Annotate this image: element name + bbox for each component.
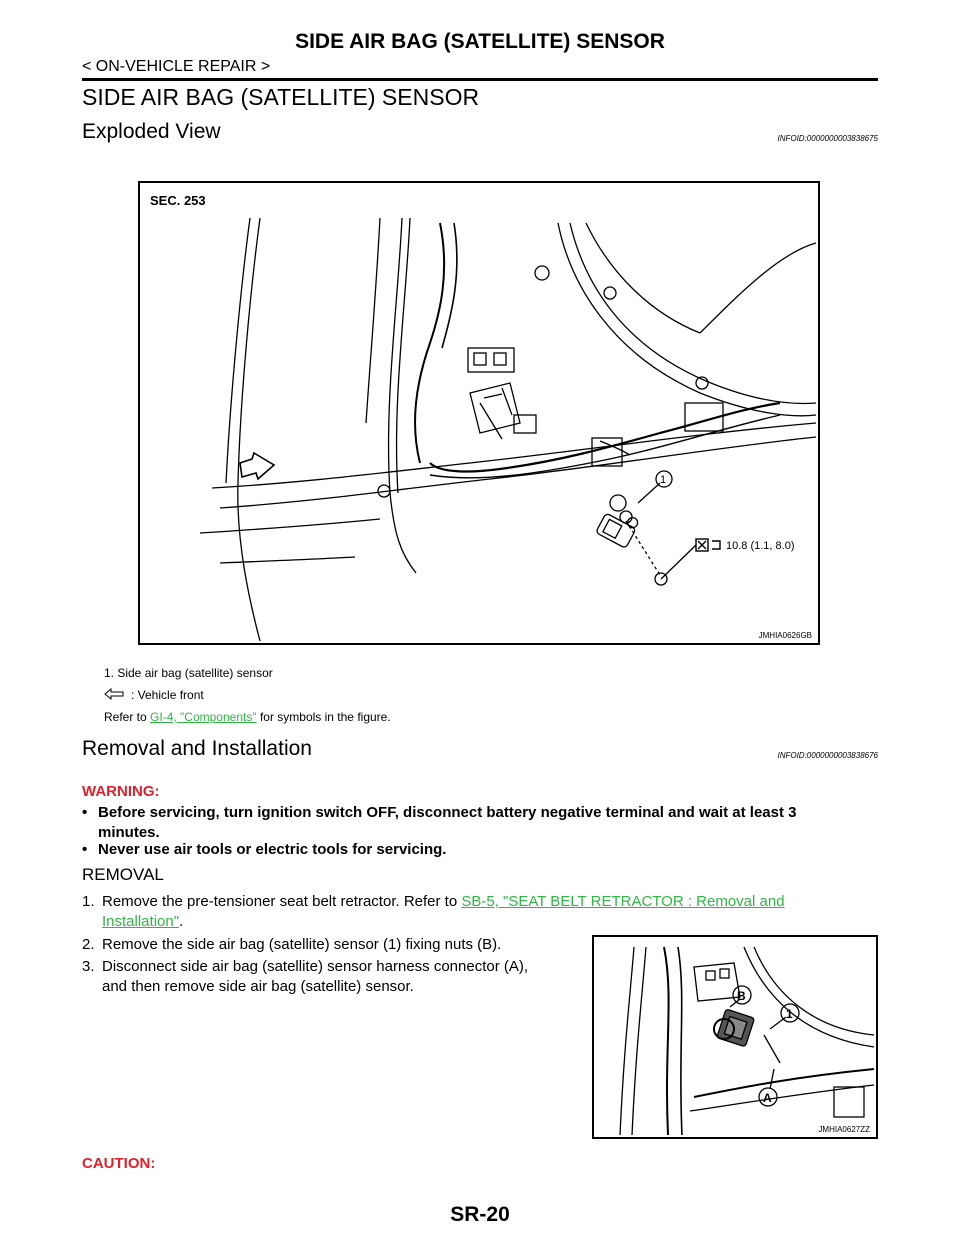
legend-item-1: 1. Side air bag (satellite) sensor xyxy=(104,666,273,680)
refer-suffix: for symbols in the figure. xyxy=(256,710,391,724)
figure-code: JMHIA0626GB xyxy=(758,631,812,640)
seat-belt-retractor-link[interactable]: SB-5, "SEAT BELT RETRACTOR : Removal and xyxy=(461,893,785,910)
page-number: SR-20 xyxy=(450,1203,510,1226)
callout-1-label: 1 xyxy=(660,474,667,486)
sensor-removal-figure xyxy=(592,935,878,1139)
warning-label: WARNING: xyxy=(82,783,160,800)
bullet: • xyxy=(82,841,88,858)
step-2: 2. Remove the side air bag (satellite) sensor (1) fixing nuts (B). xyxy=(82,936,502,953)
removal-installation-infoid: INFOID:0000000003838676 xyxy=(777,751,878,760)
bullet: • xyxy=(82,804,88,821)
torque-label: 10.8 (1.1, 8.0) xyxy=(726,540,795,552)
step-3: 3. Disconnect side air bag (satellite) sensor harness connector (A), and then remove side air bag (satellite) sensor. xyxy=(82,958,529,995)
breadcrumb: < ON-VEHICLE REPAIR > xyxy=(82,58,271,75)
header-rule xyxy=(82,78,878,81)
label-1: 1 xyxy=(786,1007,793,1021)
caution-label: CAUTION: xyxy=(82,1155,156,1172)
legend-refer xyxy=(104,710,391,724)
legend-item-vehicle-front: : Vehicle front xyxy=(131,688,204,702)
exploded-view-heading: Exploded View xyxy=(82,120,221,143)
vehicle-front-arrow-icon xyxy=(104,687,124,705)
exploded-view-infoid: INFOID:0000000003838675 xyxy=(777,134,878,143)
step-1: 1. Remove the pre-tensioner seat belt retractor. Refer to SB-5, "SEAT BELT RETRACTOR : Removal and Installation". xyxy=(82,893,785,930)
components-link[interactable]: GI-4, "Components" xyxy=(150,710,257,724)
exploded-view-figure xyxy=(138,181,820,645)
exploded-view-drawing xyxy=(140,183,818,643)
removal-installation-heading: Removal and Installation xyxy=(82,737,312,760)
sensor-removal-drawing xyxy=(594,937,876,1137)
seat-belt-retractor-link-cont[interactable]: Installation" xyxy=(102,913,180,930)
warning-item-1: • Before servicing, turn ignition switch OFF, disconnect battery negative terminal and wait at least 3 minutes. xyxy=(82,804,797,841)
sec-label: SEC. 253 xyxy=(150,193,206,208)
section-title: SIDE AIR BAG (SATELLITE) SENSOR xyxy=(82,84,480,110)
removal-heading: REMOVAL xyxy=(82,865,164,884)
refer-prefix: Refer to xyxy=(104,710,151,724)
figure2-code: JMHIA0627ZZ xyxy=(818,1125,870,1134)
warning-item-2: • Never use air tools or electric tools for servicing. xyxy=(82,841,447,858)
running-header-title: SIDE AIR BAG (SATELLITE) SENSOR xyxy=(295,30,665,53)
label-b: B xyxy=(737,989,746,1003)
label-a: A xyxy=(763,1091,772,1105)
